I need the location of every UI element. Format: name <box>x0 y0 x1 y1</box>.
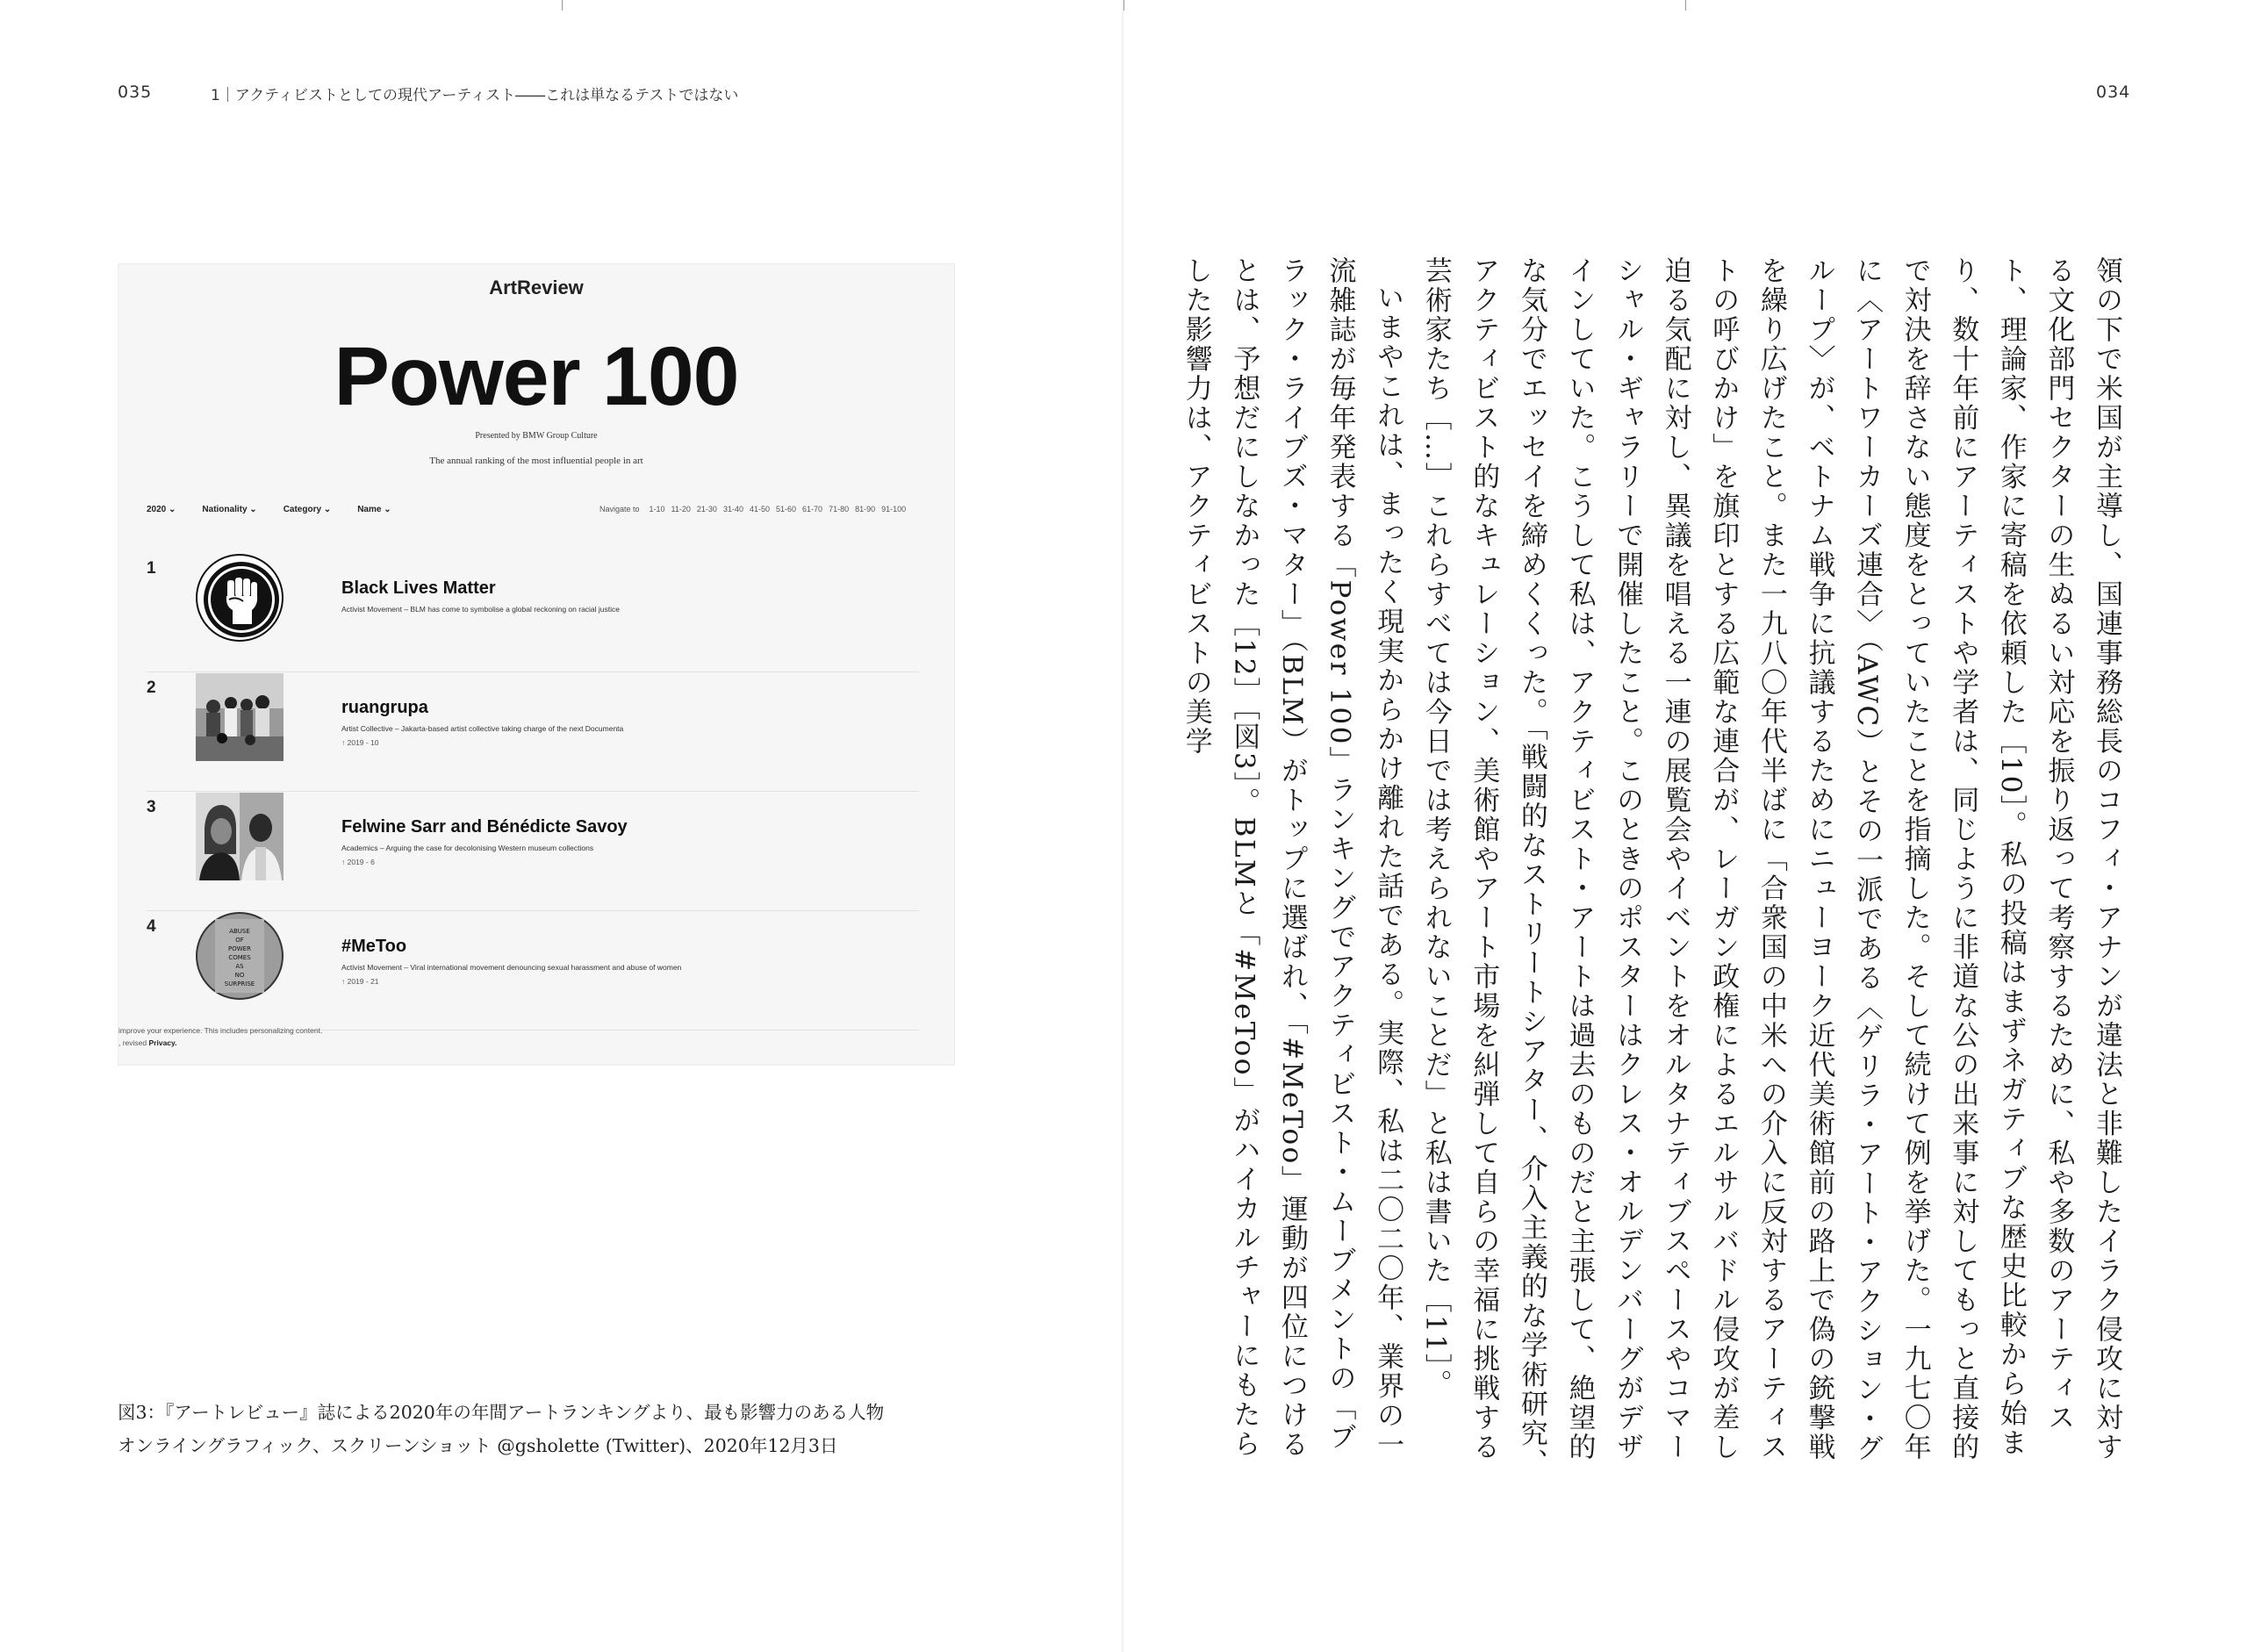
rank-number: 4 <box>147 917 156 936</box>
page-navigation <box>599 505 906 514</box>
nav-page-link[interactable]: 31-40 <box>722 505 743 514</box>
nav-page-link[interactable]: 81-90 <box>855 505 876 514</box>
cookie-text: improve your experience. This includes personalizing content. <box>118 1026 323 1035</box>
spread-gutter <box>1122 0 1124 1652</box>
nav-page-link[interactable]: 61-70 <box>802 505 823 514</box>
tagline: The annual ranking of the most influential people in art <box>429 456 643 466</box>
poster-avatar <box>196 912 284 1000</box>
entry-name[interactable]: Black Lives Matter <box>341 578 496 598</box>
nav-page-link[interactable]: 41-50 <box>749 505 770 514</box>
filter-name[interactable]: Name ⌄ <box>357 505 391 514</box>
running-head: 1｜アクティビストとしての現代アーティスト――これは単なるテストではない <box>211 87 739 104</box>
nav-page-link[interactable]: 71-80 <box>829 505 850 514</box>
entry-description: Artist Collective – Jakarta-based artist collective taking charge of the next Documenta <box>341 724 624 733</box>
power100-title: Power 100 <box>334 330 739 423</box>
entry-previous-rank: ↑ 2019 - 21 <box>341 977 379 986</box>
rank-number: 3 <box>147 798 156 816</box>
portrait-avatar <box>196 793 284 880</box>
raised-fist-icon <box>196 554 284 642</box>
caption-line: 図3：『アートレビュー』誌による2020年の年間アートランキングより、最も影響力のある人物 <box>118 1402 885 1423</box>
privacy-link[interactable]: Privacy. <box>148 1038 177 1047</box>
entry-name[interactable]: ruangrupa <box>341 698 428 717</box>
entry-name[interactable]: #MeToo <box>341 937 407 956</box>
filter-nationality[interactable]: Nationality ⌄ <box>202 505 257 514</box>
poster-text: ABUSE <box>229 928 250 935</box>
nav-page-link[interactable]: 91-100 <box>881 505 907 514</box>
svg-text:AS: AS <box>235 963 244 970</box>
svg-text:OF: OF <box>235 937 244 944</box>
ranking-row[interactable] <box>147 791 919 911</box>
filter-year[interactable]: 2020 ⌄ <box>147 505 176 514</box>
entry-description: Academics – Arguing the case for decolonising Western museum collections <box>341 844 594 852</box>
ranking-row[interactable] <box>147 672 919 792</box>
right-page-number: 034 <box>2096 83 2131 102</box>
filter-bar <box>147 505 391 514</box>
cookie-text: , revised <box>118 1038 149 1047</box>
entry-name[interactable]: Felwine Sarr and Bénédicte Savoy <box>341 817 628 837</box>
nav-page-link[interactable]: 1-10 <box>649 505 665 514</box>
svg-text:POWER: POWER <box>228 945 251 952</box>
entry-description: Activist Movement – Viral international movement denouncing sexual harassment and abuse of women <box>341 963 682 972</box>
filter-category[interactable]: Category ⌄ <box>283 505 332 514</box>
figure-screenshot <box>118 263 955 1066</box>
svg-text:COMES: COMES <box>228 954 251 961</box>
nav-page-link[interactable]: 51-60 <box>776 505 797 514</box>
entry-previous-rank: ↑ 2019 - 6 <box>341 858 375 866</box>
crop-mark <box>562 0 563 11</box>
artreview-logo[interactable]: ArtReview <box>489 277 584 298</box>
cookie-banner <box>118 1024 322 1049</box>
ranking-row[interactable] <box>147 552 919 672</box>
body-paragraph: 領の下で米国が主導し、国連事務総長のコフィ・アナンが違法と非難したイラク侵攻に対する文化部門セクターの生ぬるい対応を振り返って考察するために、私や多数のアーティスト、理論家、作家に寄稿を依頼した［10］。私の投稿はまずネガティブな歴史比較から始まり、数十年前にアーティストや学者は、同じように非道な公の出来事に対してもっと直接的で対決を辞さない態度をとっていたことを指摘した。そして続けて例を挙げた。一九七〇年に〈アートワーカーズ連合〉（AWC）とその一派である〈ゲリラ・アート・アクション・グループ〉が、ベトナム戦争に抗議するためにニューヨーク近代美術館前の路上で偽の銃撃戦を繰り広げたこと。また一九八〇年代半ばに「合衆国の中米への介入に反対するアーティストの呼びかけ」を旗印とする広範な連合が、レーガン政権によるエルサルバドル侵攻が差し迫る気配に対し、異議を唱える一連の展覧会やイベントをオルタナティブスペースやコマーシャル・ギャラリーで開催したこと。このときのポスターはクレス・オルデンバーグがデザインしていた。こうして私は、アクティビスト・アートは過去のものだと主張して、絶望的な気分でエッセイを締めくくった。「戦闘的なストリートシアター、介入主義的な学術研究、アクティビスト的なキュレーション、美術館やアート市場を糾弾して自らの幸福に挑戦する芸術家たち［…］これらすべては今日では考えられないことだ」と私は書いた［11］。 <box>1419 256 2122 1478</box>
navigate-label: Navigate to <box>599 505 640 514</box>
svg-text:SURPRISE: SURPRISE <box>224 980 255 988</box>
body-text <box>1180 256 2130 1481</box>
left-page-number: 035 <box>118 83 153 102</box>
entry-previous-rank: ↑ 2019 - 10 <box>341 738 379 747</box>
body-paragraph: いまやこれは、まったく現実からかけ離れた話である。実際、私は二〇二〇年、業界の一流雑誌が毎年発表する「Power 100」ランキングでアクティビスト・ムーブメントの「ブラック・ライブズ・マター」（BLM）がトップに選ばれ、「#MeToo」運動が四位につけるとは、予想だにしなかった［12］［図3］。BLMと「#MeToo」がハイカルチャーにもたらした影響力は、アクティビストの美学 <box>1180 256 1404 1460</box>
rank-number: 1 <box>147 559 156 578</box>
ranking-row[interactable] <box>147 910 919 1031</box>
nav-page-link[interactable]: 21-30 <box>696 505 717 514</box>
rank-number: 2 <box>147 679 156 697</box>
entry-description: Activist Movement – BLM has come to symbolise a global reckoning on racial justice <box>341 605 621 614</box>
crop-mark <box>1685 0 1686 11</box>
caption-line: オンライングラフィック、スクリーンショット @gsholette (Twitter)、2020年12月3日 <box>118 1435 838 1456</box>
group-photo-avatar <box>196 673 284 761</box>
presented-by: Presented by BMW Group Culture <box>475 431 598 441</box>
figure-caption <box>118 1396 884 1462</box>
nav-page-link[interactable]: 11-20 <box>671 505 691 514</box>
svg-text:NO: NO <box>234 972 245 979</box>
